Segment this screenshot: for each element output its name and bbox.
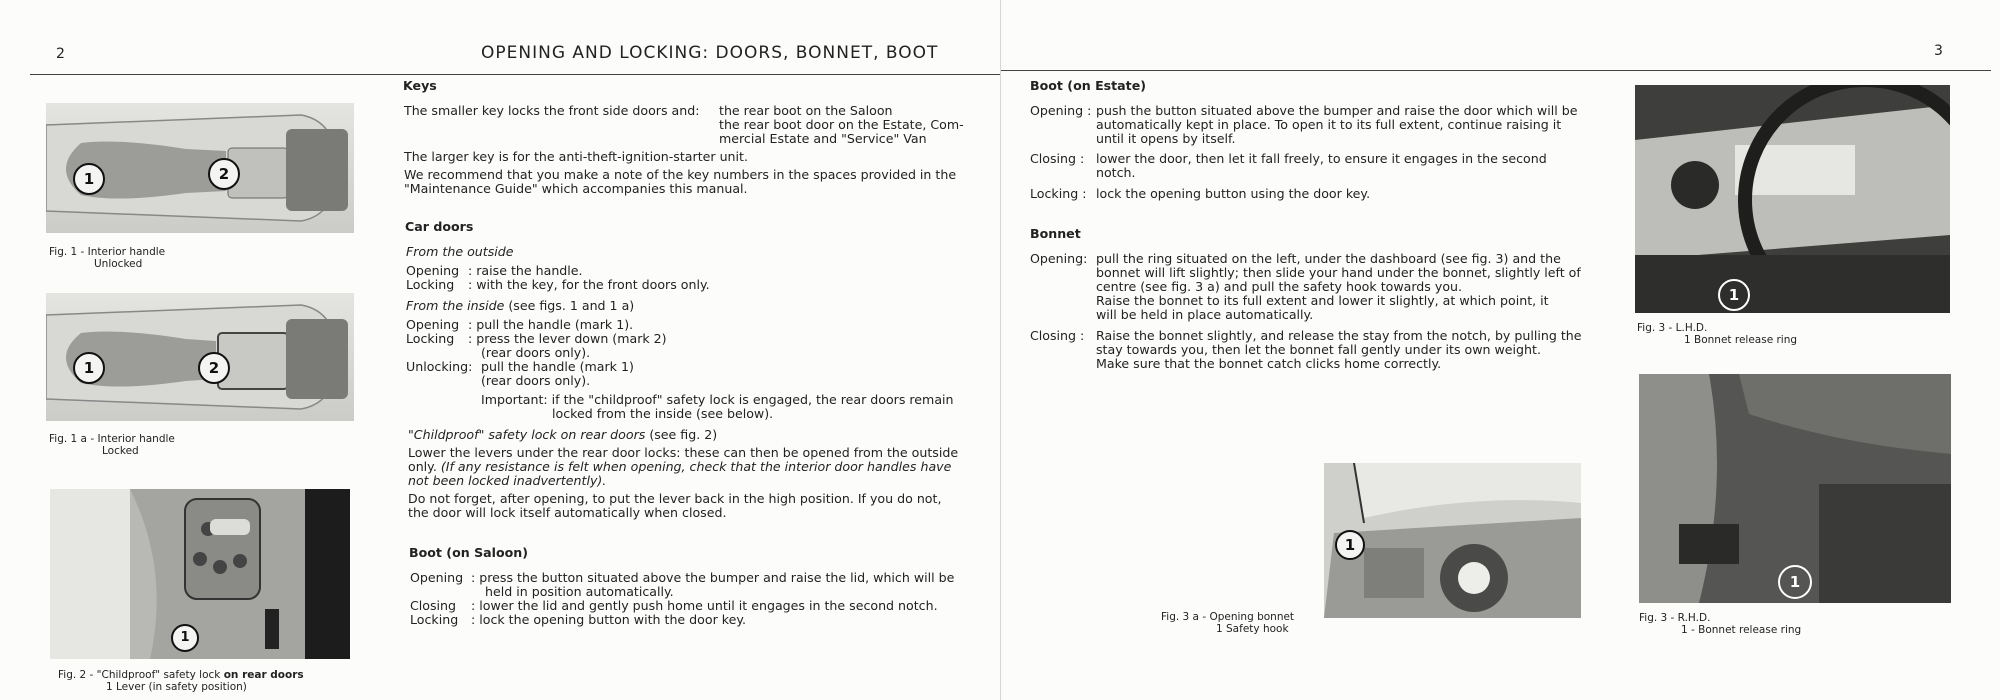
fig1-marker-1: 1	[73, 163, 105, 195]
bonnet-opening-3: centre (see fig. 3 a) and pull the safety hook towards you.	[1096, 279, 1463, 294]
boot-saloon-opening-text: : press the button situated above the bumper and raise the lid, which will be	[471, 570, 955, 585]
page-number: 3	[1934, 43, 1943, 59]
boot-estate-opening-2: automatically kept in place. To open it to its full extent, continue raising it	[1096, 117, 1562, 132]
car-doors-heading: Car doors	[405, 219, 474, 234]
keys-line3b: "Maintenance Guide" which accompanies this manual.	[404, 181, 748, 196]
boot-saloon-closing-text: : lower the lid and gently push home until it engages in the second notch.	[471, 598, 938, 613]
inside-unlocking-text2: (rear doors only).	[481, 373, 591, 388]
inside-unlocking-label: Unlocking:	[406, 359, 473, 374]
header-rule	[30, 74, 1000, 75]
bonnet-closing-label: Closing :	[1030, 328, 1085, 343]
bonnet-opening-1: pull the ring situated on the left, under the dashboard (see fig. 3) and the	[1096, 251, 1561, 266]
page-header: OPENING AND LOCKING: DOORS, BONNET, BOOT	[481, 43, 939, 63]
fig2-caption: Fig. 2 - "Childproof" safety lock on rear doors 1 Lever (in safety position)	[58, 669, 304, 693]
boot-estate-closing-2: notch.	[1096, 165, 1136, 180]
outside-opening-label: Opening	[406, 263, 460, 278]
bonnet-closing-1: Raise the bonnet slightly, and release the stay from the notch, by pulling the	[1096, 328, 1582, 343]
boot-estate-opening-1: push the button situated above the bumper and raise the door which will be	[1096, 103, 1578, 118]
inside-opening-label: Opening	[406, 317, 460, 332]
boot-estate-locking-1: lock the opening button using the door key.	[1096, 186, 1371, 201]
outside-opening-text: : raise the handle.	[468, 263, 583, 278]
fig3-rhd-caption: Fig. 3 - R.H.D. 1 - Bonnet release ring	[1639, 612, 1802, 636]
outside-locking-text: : with the key, for the front doors only.	[468, 277, 710, 292]
childproof-1c: not been locked inadvertently).	[408, 473, 607, 488]
fig1-caption: Fig. 1 - Interior handle Unlocked	[49, 246, 166, 270]
inside-locking-text: : press the lever down (mark 2)	[468, 331, 667, 346]
fig3-lhd-image	[1635, 85, 1950, 313]
page-number: 2	[56, 46, 65, 62]
boot-saloon-heading: Boot (on Saloon)	[409, 545, 528, 560]
childproof-1b: only. (If any resistance is felt when opening, check that the interior door handles have	[408, 459, 952, 474]
bonnet-opening-2: bonnet will lift slightly; then slide your hand under the bonnet, slightly left of	[1096, 265, 1581, 280]
keys-heading: Keys	[403, 78, 437, 93]
keys-line1: The smaller key locks the front side doors and:	[404, 103, 700, 118]
bonnet-heading: Bonnet	[1030, 226, 1081, 241]
boot-saloon-opening-text2: held in position automatically.	[485, 584, 674, 599]
keys-line2: The larger key is for the anti-theft-ignition-starter unit.	[404, 149, 748, 164]
fig3a-caption: Fig. 3 a - Opening bonnet 1 Safety hook	[1161, 611, 1295, 635]
boot-estate-opening-label: Opening :	[1030, 103, 1092, 118]
inside-opening-text: : pull the handle (mark 1).	[468, 317, 634, 332]
fig3-lhd-caption: Fig. 3 - L.H.D. 1 Bonnet release ring	[1637, 322, 1798, 346]
inside-locking-text2: (rear doors only).	[481, 345, 591, 360]
header-rule	[1001, 70, 1991, 71]
keys-line1-saloon: the rear boot on the Saloon	[719, 103, 893, 118]
boot-estate-heading: Boot (on Estate)	[1030, 78, 1147, 93]
childproof-1a: Lower the levers under the rear door locks: these can then be opened from the outside	[408, 445, 959, 460]
inside-unlocking-text: pull the handle (mark 1)	[481, 359, 634, 374]
outside-heading: From the outside	[406, 244, 514, 259]
fig1a-marker-1: 1	[73, 352, 105, 384]
boot-estate-opening-3: until it opens by itself.	[1096, 131, 1236, 146]
fig3-lhd-marker-1: 1	[1718, 279, 1750, 311]
childproof-2b: the door will lock itself automatically when closed.	[408, 505, 727, 520]
outside-locking-label: Locking	[406, 277, 455, 292]
boot-saloon-closing-label: Closing	[410, 598, 457, 613]
keys-line1-van: mercial Estate and "Service" Van	[719, 131, 927, 146]
dashboard-lhd-drawing	[1635, 85, 1950, 313]
fig1-marker-2: 2	[208, 158, 240, 190]
boot-saloon-locking-text: : lock the opening button with the door key.	[471, 612, 747, 627]
fig2-marker-1: 1	[171, 624, 199, 652]
boot-estate-locking-label: Locking :	[1030, 186, 1087, 201]
bonnet-closing-2: stay towards you, then let the bonnet fall gently under its own weight.	[1096, 342, 1541, 357]
boot-saloon-opening-label: Opening	[410, 570, 464, 585]
boot-saloon-locking-label: Locking	[410, 612, 459, 627]
fig2-image	[50, 489, 350, 659]
bonnet-opening-5: will be held in place automatically.	[1096, 307, 1314, 322]
childproof-lock-drawing	[50, 489, 350, 659]
keys-line1-estate: the rear boot door on the Estate, Com-	[719, 117, 964, 132]
keys-line3a: We recommend that you make a note of the key numbers in the spaces provided in the	[404, 167, 957, 182]
inside-locking-label: Locking	[406, 331, 455, 346]
bonnet-opening-label: Opening:	[1030, 251, 1088, 266]
bonnet-closing-3: Make sure that the bonnet catch clicks home correctly.	[1096, 356, 1442, 371]
important-b: locked from the inside (see below).	[552, 406, 774, 421]
childproof-2a: Do not forget, after opening, to put the lever back in the high position. If you do not,	[408, 491, 942, 506]
boot-estate-closing-label: Closing :	[1030, 151, 1085, 166]
right-page	[1000, 0, 2000, 700]
childproof-heading: "Childproof" safety lock on rear doors (see fig. 2)	[408, 427, 718, 442]
bonnet-opening-4: Raise the bonnet to its full extent and lower it slightly, at which point, it	[1096, 293, 1549, 308]
important-a: Important: if the "childproof" safety lock is engaged, the rear doors remain	[481, 392, 954, 407]
fig1a-marker-2: 2	[198, 352, 230, 384]
fig1a-caption: Fig. 1 a - Interior handle Locked	[49, 433, 175, 457]
inside-heading: From the inside (see figs. 1 and 1 a)	[406, 298, 635, 313]
boot-estate-closing-1: lower the door, then let it fall freely, to ensure it engages in the second	[1096, 151, 1547, 166]
fig3-rhd-marker-1: 1	[1778, 565, 1812, 599]
fig3a-marker-1: 1	[1335, 530, 1365, 560]
